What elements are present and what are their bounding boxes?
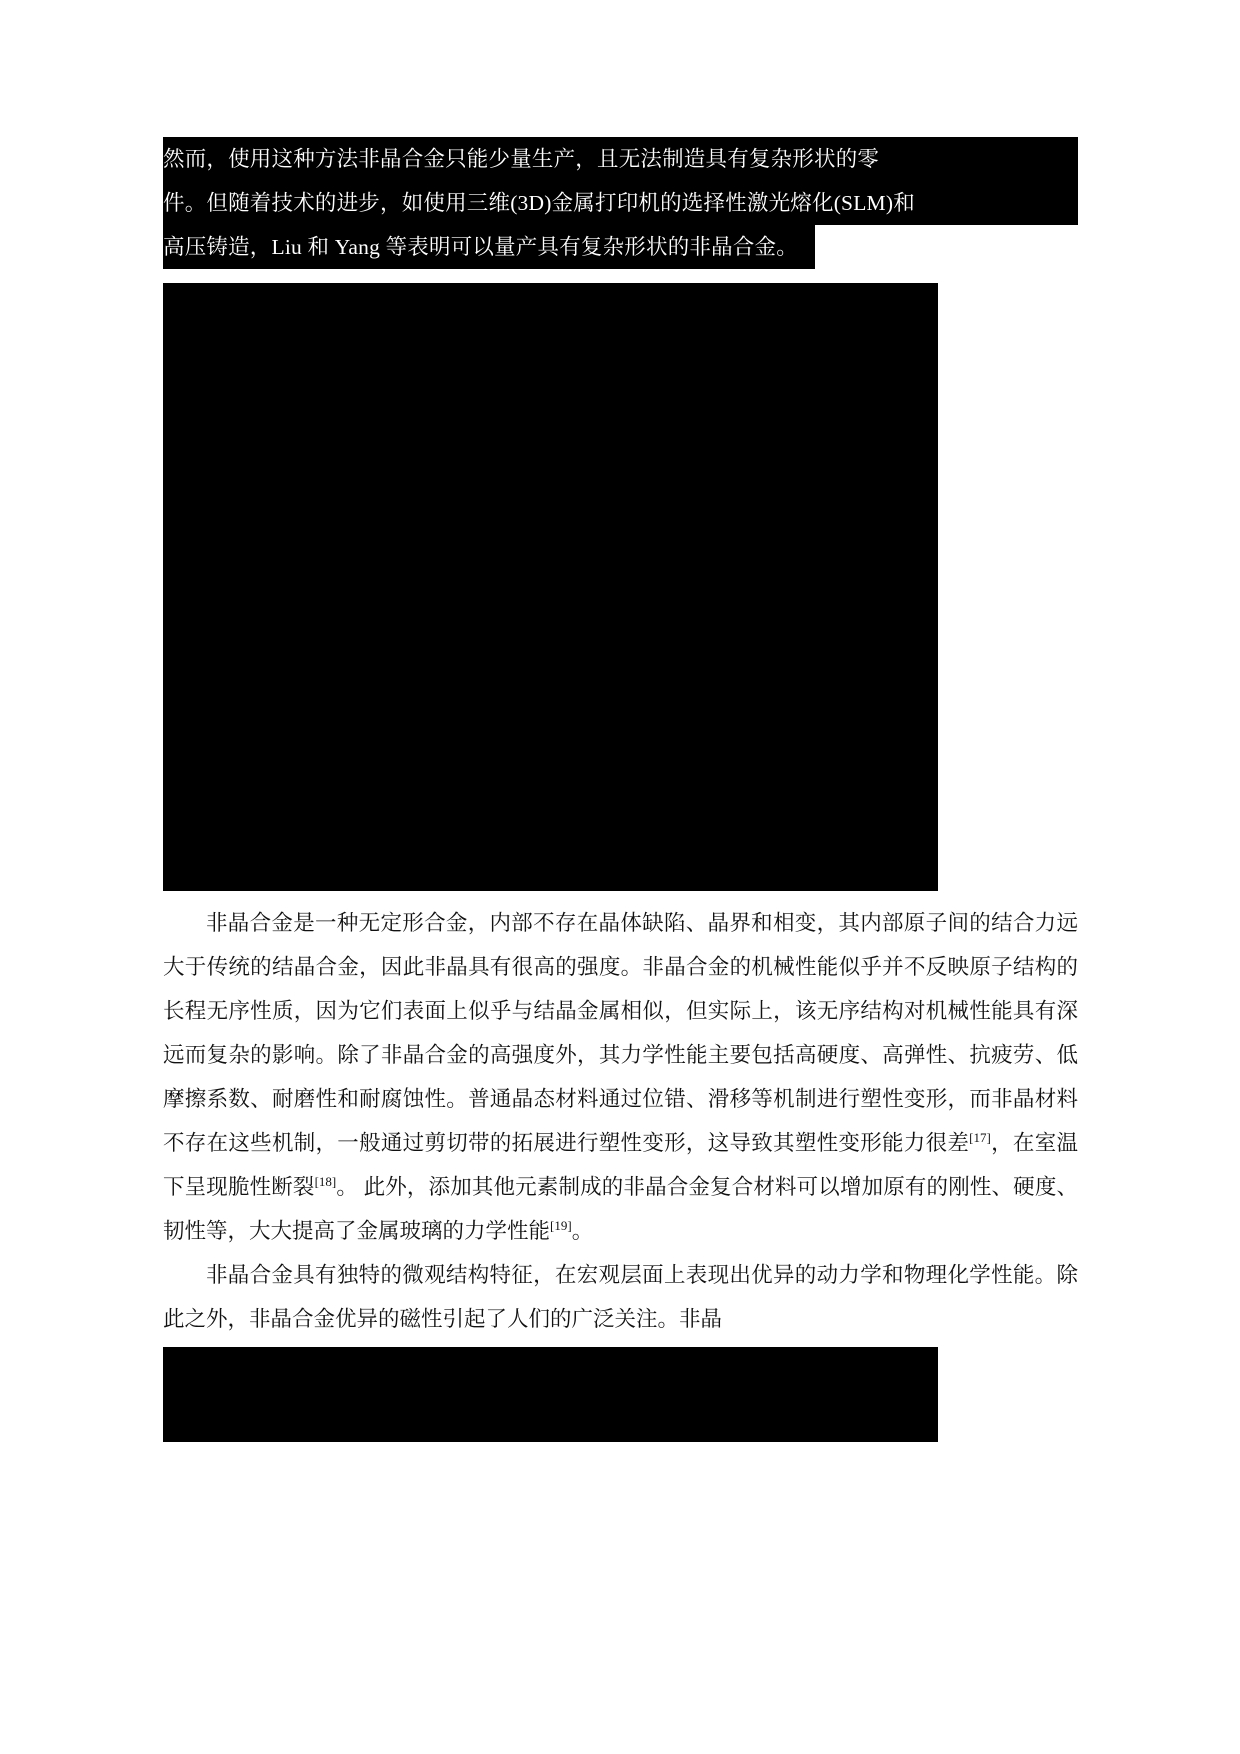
highlighted-line-text: 高压铸造，Liu 和 Yang 等表明可以量产具有复杂形状的非晶合金。 xyxy=(163,225,815,269)
highlighted-line xyxy=(163,137,1078,181)
blacked-out-image-region xyxy=(163,283,938,891)
reference-18: [18] xyxy=(314,1173,337,1189)
paragraph-2 xyxy=(163,901,1078,1253)
paragraph-2-part-2: ，在室温下呈现脆性断裂 xyxy=(163,1131,1078,1199)
paragraph-2-part-1: 非晶合金是一种无定形合金，内部不存在晶体缺陷、晶界和相变，其内部原子间的结合力远大于传统的结晶合金，因此非晶具有很高的强度。非晶合金的机械性能似乎并不反映原子结构的长程无序性质，因为它们表面上似乎与结晶金属相似，但实际上，该无序结构对机械性能具有深远而复杂的影响。除了非晶合金的高强度外，其力学性能主要包括高硬度、高弹性、抗疲劳、低摩擦系数、耐磨性和耐腐蚀性。普通晶态材料通过位错、滑移等机制进行塑性变形，而非晶材料不存在这些机制，一般通过剪切带的拓展进行塑性变形，这导致其塑性变形能力很差 xyxy=(163,911,1078,1155)
highlighted-line xyxy=(163,181,1078,225)
paragraph-3: 非晶合金具有独特的微观结构特征，在宏观层面上表现出优异的动力学和物理化学性能。除此之外，非晶合金优异的磁性引起了人们的广泛关注。非晶 xyxy=(163,1263,1078,1331)
page-content xyxy=(163,137,1078,1442)
paragraph-2-part-4: 。 xyxy=(571,1219,594,1243)
highlighted-line xyxy=(163,225,1078,269)
reference-17: [17] xyxy=(969,1129,991,1145)
highlighted-line-text: 然而，使用这种方法非晶合金只能少量生产，且无法制造具有复杂形状的零 xyxy=(163,137,1078,181)
blacked-out-bottom-region xyxy=(163,1347,938,1442)
paragraph-2-part-3: 。 此外，添加其他元素制成的非晶合金复合材料可以增加原有的刚性、硬度、韧性等，大大提高了金属玻璃的力学性能 xyxy=(163,1175,1078,1243)
highlighted-line-text: 件。但随着技术的进步，如使用三维(3D)金属打印机的选择性激光熔化(SLM)和 xyxy=(163,181,1078,225)
top-highlighted-paragraph xyxy=(163,137,1078,269)
reference-19: [19] xyxy=(550,1217,572,1233)
